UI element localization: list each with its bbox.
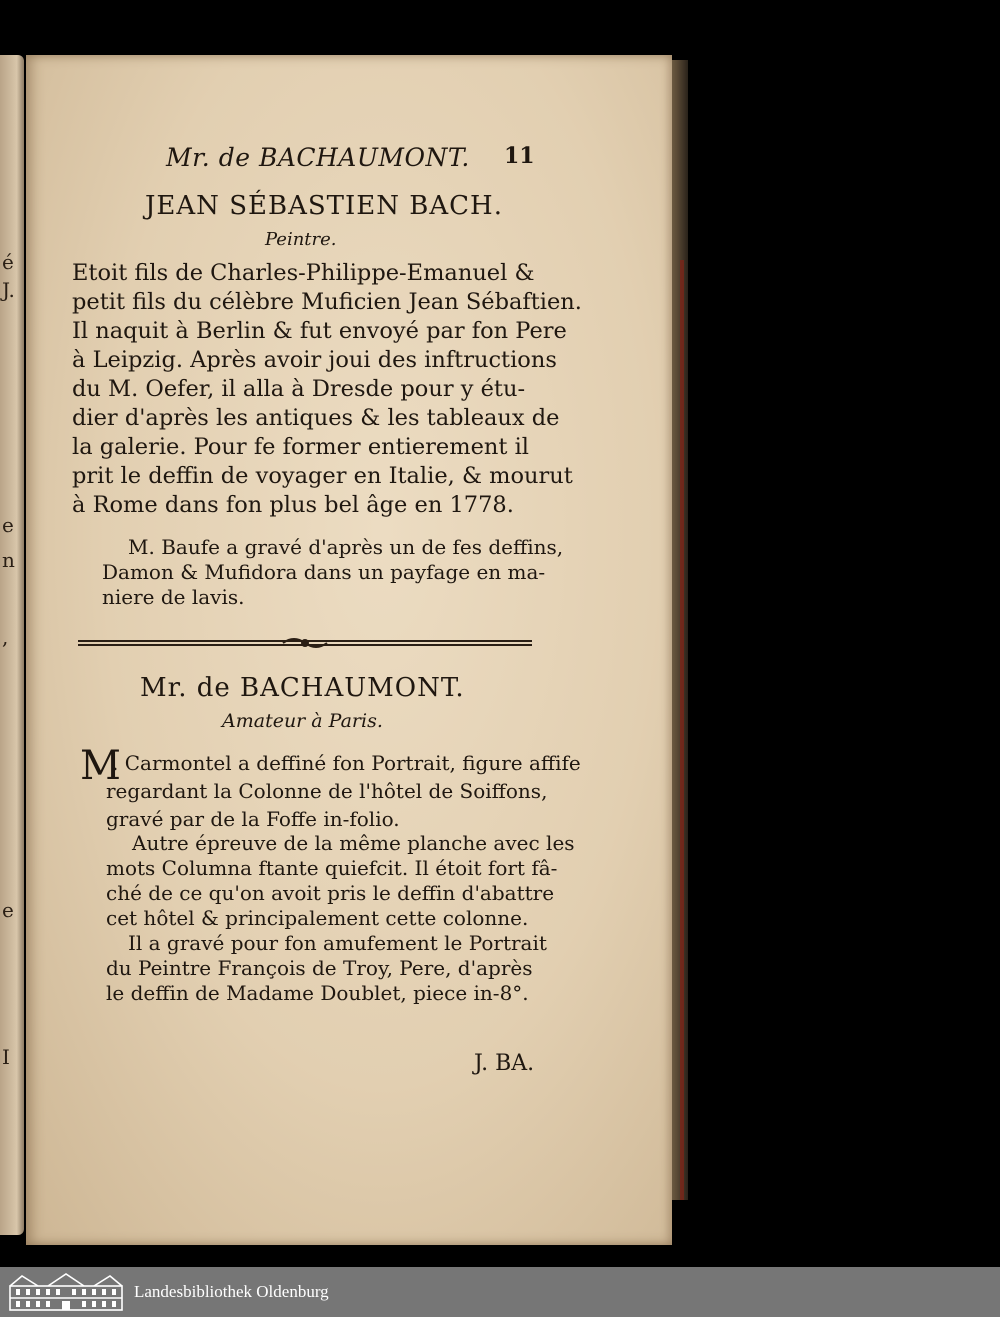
body-line: dier d'après les antiques & les tableaux de <box>72 405 560 431</box>
left-margin-char: e <box>2 898 14 922</box>
page-number: 11 <box>504 143 535 169</box>
body-line: la galerie. Pour fe former entierement il <box>72 434 529 460</box>
body-line: Etoit fils de Charles-Philippe-Emanuel & <box>72 260 535 286</box>
body-line: à Leipzig. Après avoir joui des inftructions <box>72 347 557 373</box>
body-line: Il naquit à Berlin & fut envoyé par fon Pere <box>72 318 567 344</box>
section-title: JEAN SÉBASTIEN BACH. <box>145 191 503 221</box>
body-line: gravé par de la Foffe in-folio. <box>106 807 400 831</box>
section-subtitle: Peintre. <box>265 229 337 250</box>
section-subtitle: Amateur à Paris. <box>222 710 383 732</box>
body-line: du M. Oefer, il alla à Dresde pour y étu- <box>72 376 526 402</box>
note-line: niere de lavis. <box>102 585 245 609</box>
drop-cap: M <box>80 743 121 789</box>
left-margin-char: é <box>2 250 14 274</box>
note-line: M. Baufe a gravé d'après un de fes deffins, <box>128 535 564 559</box>
body-line: mots Columna ftante quiefcit. Il étoit fort fâ- <box>106 856 558 880</box>
left-page-strip <box>0 55 24 1235</box>
book-edge-red <box>680 260 684 1200</box>
body-line: prit le deffin de voyager en Italie, & mourut <box>72 463 573 489</box>
body-line: . Carmontel a deffiné fon Portrait, figure affife <box>112 751 581 775</box>
left-margin-char: J. <box>2 278 15 302</box>
left-margin-char: e <box>2 513 14 537</box>
catchword: J. BA. <box>474 1051 535 1076</box>
body-line: Autre épreuve de la même planche avec les <box>132 831 575 855</box>
body-line: du Peintre François de Troy, Pere, d'après <box>106 956 533 980</box>
footer-bar <box>0 1267 1000 1317</box>
section-title: Mr. de BACHAUMONT. <box>140 673 465 703</box>
body-line: Il a gravé pour fon amufement le Portrait <box>128 931 547 955</box>
body-line: ché de ce qu'on avoit pris le deffin d'abattre <box>106 881 555 905</box>
body-line: à Rome dans fon plus bel âge en 1778. <box>72 492 514 518</box>
body-line: regardant la Colonne de l'hôtel de Soiffons, <box>106 779 548 803</box>
library-building-icon <box>8 1272 124 1312</box>
running-head: Mr. de BACHAUMONT. <box>166 143 470 172</box>
left-margin-char: , <box>2 625 9 649</box>
ornament-divider <box>78 635 532 651</box>
body-line: petit fils du célèbre Muficien Jean Sébaftien. <box>72 289 582 315</box>
book-page <box>26 55 672 1245</box>
body-line: cet hôtel & principalement cette colonne. <box>106 906 529 930</box>
left-margin-char: I <box>2 1045 10 1069</box>
body-line: le deffin de Madame Doublet, piece in-8°. <box>106 981 529 1005</box>
left-margin-char: n <box>2 548 15 572</box>
library-name: Landesbibliothek Oldenburg <box>134 1282 329 1301</box>
note-line: Damon & Mufidora dans un payfage en ma- <box>102 560 546 584</box>
